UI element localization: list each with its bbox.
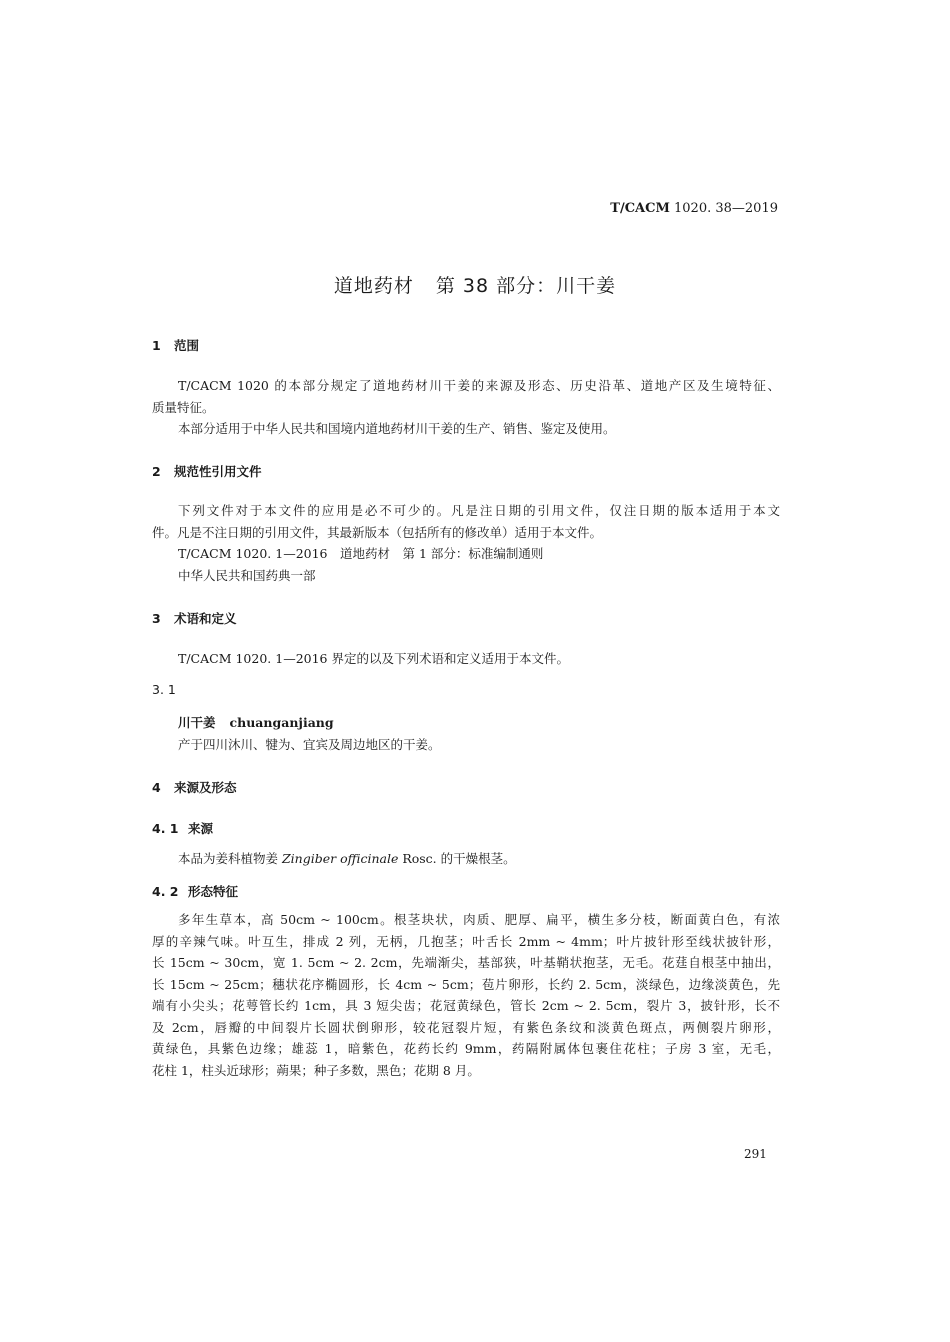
term-entry bbox=[152, 712, 780, 734]
reference-item: 中华人民共和国药典一部 bbox=[178, 568, 316, 583]
section-3-paragraph: T/CACM 1020. 1—2016 界定的以及下列术语和定义适用于本文件。 bbox=[178, 651, 569, 666]
section-3-heading: 3 术语和定义 bbox=[152, 611, 237, 626]
section-1-heading: 1 范围 bbox=[152, 338, 200, 353]
term-definition: 产于四川沐川、犍为、宜宾及周边地区的干姜。 bbox=[178, 737, 441, 752]
term-chinese: 川干姜 bbox=[178, 715, 216, 730]
subsection-3-1-number: 3. 1 bbox=[152, 682, 176, 697]
section-1-paragraph-2: 本部分适用于中华人民共和国境内道地药材川干姜的生产、销售、鉴定及使用。 bbox=[178, 421, 616, 436]
page-title: 道地药材 第 38 部分：川干姜 bbox=[333, 275, 617, 297]
page-number: 291 bbox=[744, 1147, 767, 1161]
document-number: T/CACM 1020. 38—2019 bbox=[610, 201, 778, 216]
section-1-paragraph-1: T/CACM 1020 的本部分规定了道地药材川干姜的来源及形态、历史沿革、道地产区及生境特征、 质量特征。 bbox=[152, 378, 780, 415]
subsection-4-1-heading: 4. 1 来源 bbox=[152, 821, 214, 836]
reference-item: T/CACM 1020. 1—2016 道地药材 第 1 部分：标准编制通则 bbox=[178, 546, 544, 561]
subsection-4-2-heading: 4. 2 形态特征 bbox=[152, 884, 239, 899]
term-pinyin: chuanganjiang bbox=[229, 715, 334, 730]
subsection-4-2-paragraph: 多年生草本，高 50cm ~ 100cm。根茎块状，肉质、肥厚、扁平，横生多分枝，断面黄白色，有浓 厚的辛辣气味。叶互生，排成 2 列，无柄，几抱茎；叶舌长 2mm ~ 4mm；叶片披针形至线状披针形， 长 15cm ~ 30cm，宽 1. 5cm ~ 2. 2cm，先端渐尖，基部狭，叶基鞘状抱茎，无毛。花莛自根茎中抽出， 长 15cm ~ 25cm；穗状花序椭圆形，长 4cm ~ 5cm；苞片卵形，长约 2. 5cm，淡绿色，边缘淡黄色，先 端有小尖头；花萼管长约 1cm，具 3 短尖齿；花冠黄绿色，管长 2cm ~ 2. 5cm，裂片 3，披针形，长不 及 2cm，唇瓣的中间裂片长圆状倒卵形，较花冠裂片短，有紫色条纹和淡黄色斑点，两侧裂片卵形， 黄绿色，具紫色边缘；雄蕊 1，暗紫色，花药长约 9mm，药隔附属体包裹住花柱；子房 3 室，无毛， 花柱 1，柱头近球形；蒴果；种子多数，黑色；花期 8 月。 bbox=[152, 912, 780, 1078]
section-4-heading: 4 来源及形态 bbox=[152, 780, 237, 795]
subsection-4-1-paragraph: 本品为姜科植物姜 Zingiber officinale Rosc. 的干燥根茎。 bbox=[178, 851, 516, 866]
section-2-heading: 2 规范性引用文件 bbox=[152, 464, 262, 479]
latin-name: Zingiber officinale bbox=[281, 851, 399, 866]
section-2-paragraph-1: 下列文件对于本文件的应用是必不可少的。凡是注日期的引用文件，仅注日期的版本适用于本文 件。凡是不注日期的引用文件，其最新版本（包括所有的修改单）适用于本文件。 bbox=[152, 503, 780, 540]
